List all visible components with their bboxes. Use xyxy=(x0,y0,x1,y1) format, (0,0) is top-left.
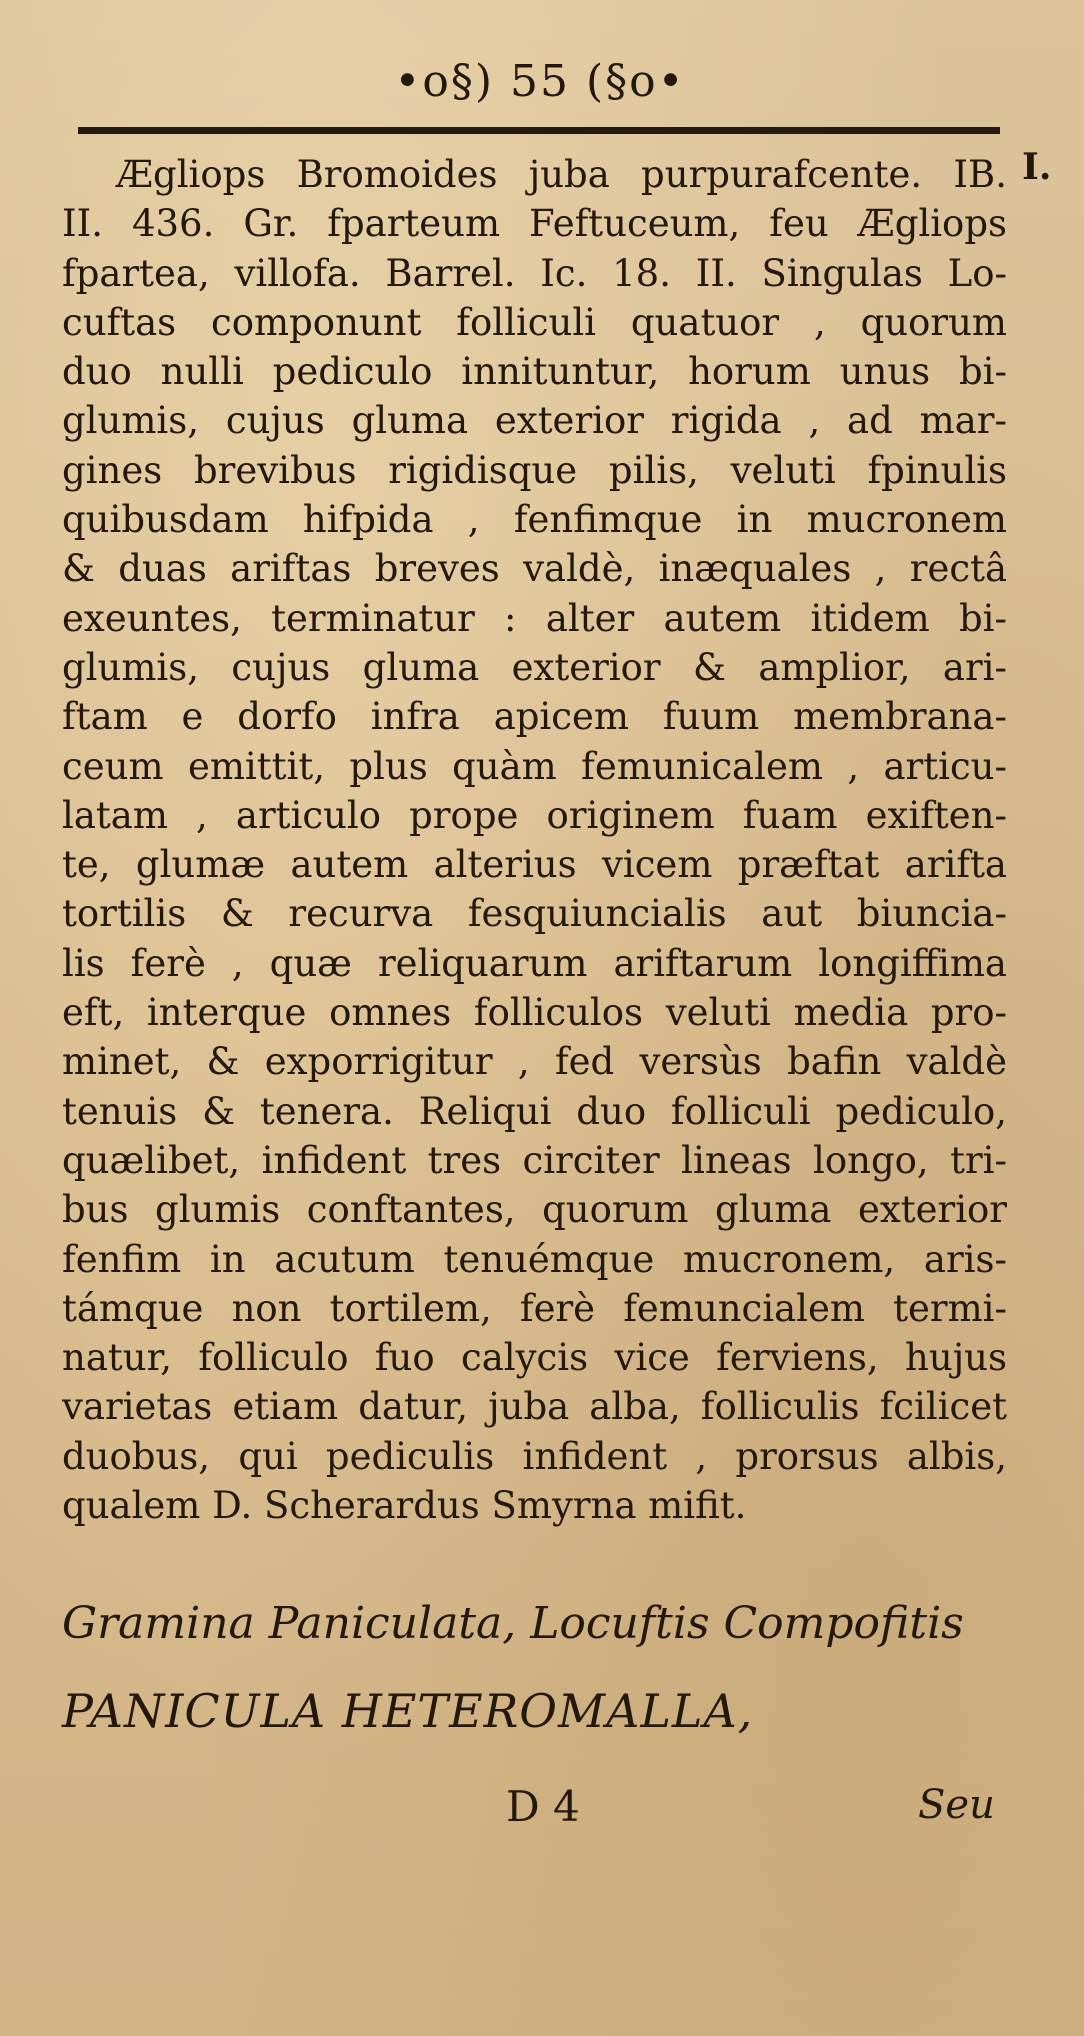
text-line: lis ferè , quæ reliquarum ariftarum longiffima xyxy=(62,941,1007,985)
catchword: Seu xyxy=(918,1782,995,1828)
text-line: cuftas componunt folliculi quatuor , quorum xyxy=(62,300,1007,344)
text-line: quibusdam hifpida , fenfimque in mucronem xyxy=(62,498,1007,542)
text-line: Ægliops Bromoides juba purpurafcente. IB. xyxy=(116,153,1007,196)
text-line: minet, & exporrigitur , fed versùs bafin valdè xyxy=(62,1040,1007,1084)
text-line: fenfim in acutum tenuémque mucronem, aris- xyxy=(62,1237,1007,1281)
text-line: ftam e dorfo infra apicem fuum membrana- xyxy=(62,695,1007,739)
text-line: tenuis & tenera. Reliqui duo folliculi pediculo, xyxy=(62,1089,1007,1133)
section-subheading: PANICULA HETEROMALLA, xyxy=(62,1684,754,1738)
text-line: tortilis & recurva fesquiuncialis aut biuncia- xyxy=(62,892,1007,936)
header-rule xyxy=(78,127,1000,134)
text-line: te, glumæ autem alterius vicem præftat arifta xyxy=(62,843,1007,887)
running-head: •o§) 55 (§o• xyxy=(394,56,686,107)
margin-number: I. xyxy=(1022,146,1052,188)
signature-mark: D 4 xyxy=(506,1782,580,1831)
text-line: natur, folliculo fuo calycis vice ferviens, hujus xyxy=(62,1336,1007,1380)
text-line: quælibet, infident tres circiter lineas longo, tri- xyxy=(62,1138,1007,1182)
text-line: qualem D. Scherardus Smyrna mifit. xyxy=(62,1484,747,1528)
text-line: glumis, cujus gluma exterior rigida , ad mar- xyxy=(62,399,1007,443)
text-line: glumis, cujus gluma exterior & amplior, ari- xyxy=(62,645,1007,689)
text-line: latam , articulo prope originem fuam exiften- xyxy=(62,793,1007,837)
text-line: & duas ariftas breves valdè, inæquales , rectâ xyxy=(62,547,1007,591)
text-line: duobus, qui pediculis infident , prorsus albis, xyxy=(62,1434,1007,1478)
text-line: támque non tortilem, ferè femuncialem termi- xyxy=(62,1286,1007,1330)
section-heading: Gramina Paniculata, Locuftis Compofitis xyxy=(62,1598,964,1649)
text-line: gines brevibus rigidisque pilis, veluti fpinulis xyxy=(62,448,1007,492)
text-line: exeuntes, terminatur : alter autem itidem bi- xyxy=(62,596,1007,640)
text-line: varietas etiam datur, juba alba, folliculis fcilicet xyxy=(62,1385,1007,1429)
text-line: fpartea, villofa. Barrel. Ic. 18. II. Singulas Lo- xyxy=(62,251,1007,295)
text-line: II. 436. Gr. fparteum Feftuceum, feu Ægliops xyxy=(62,202,1007,246)
text-line: duo nulli pediculo innituntur, horum unus bi- xyxy=(62,350,1007,394)
body-paragraph xyxy=(62,150,1007,1530)
text-line: ceum emittit, plus quàm femunicalem , articu- xyxy=(62,744,1007,788)
text-line: eft, interque omnes folliculos veluti media pro- xyxy=(62,991,1007,1035)
text-line: bus glumis conftantes, quorum gluma exterior xyxy=(62,1188,1007,1232)
